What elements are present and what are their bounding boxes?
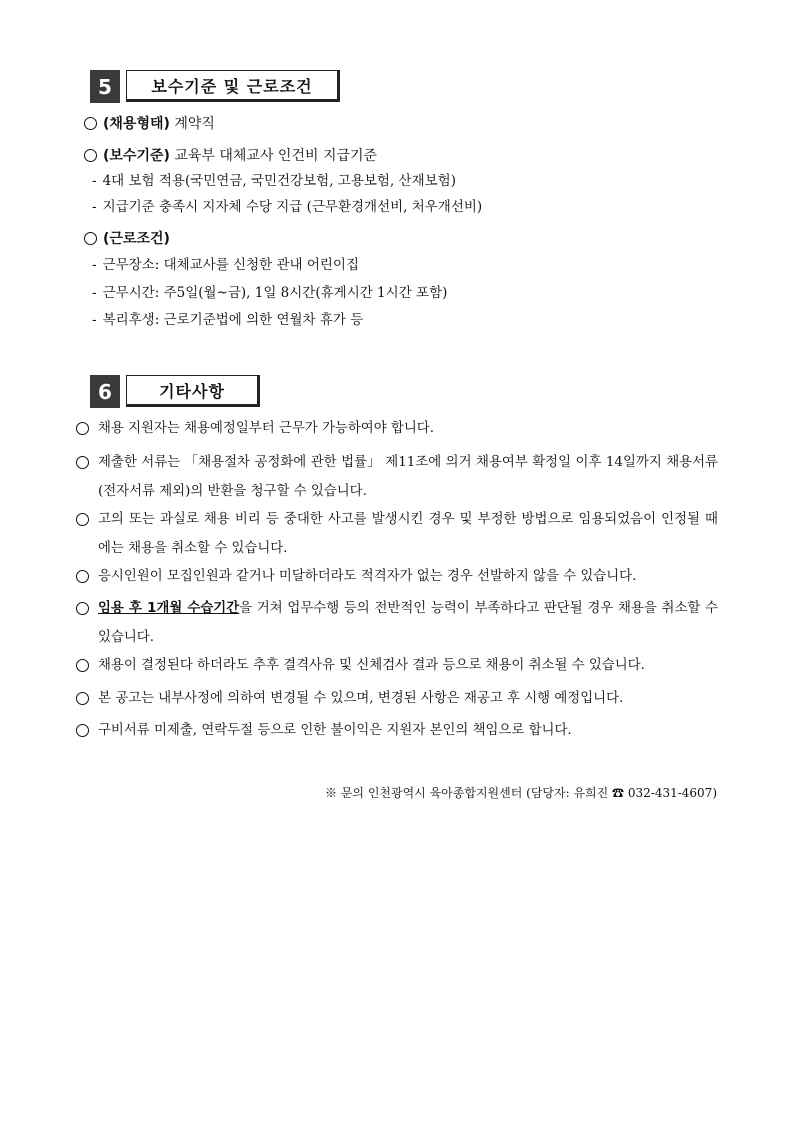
dash-bullet: - [92,173,97,189]
work-conditions-label: (근로조건) [103,231,170,247]
notice-item [76,716,718,745]
section-6-header [90,375,260,408]
circle-bullet-icon [84,117,97,130]
circle-bullet-icon [84,149,97,162]
notice-text: 채용 지원자는 채용예정일부터 근무가 가능하여야 합니다. [98,421,434,436]
dash-bullet: - [92,257,97,273]
dash-bullet: - [92,199,97,215]
notice-item [76,562,718,591]
conditions-sub-text: 근무시간: 주5일(월~금), 1일 8시간(휴게시간 1시간 포함) [102,285,448,301]
work-conditions-line [84,229,170,249]
notice-item [76,684,718,713]
pay-sub-text: 지급기준 충족시 지자체 수당 지급 (근무환경개선비, 처우개선비) [102,199,483,215]
conditions-sub-text: 복리후생: 근로기준법에 의한 연월차 휴가 등 [102,312,364,328]
pay-standard-label: (보수기준) [103,148,170,164]
circle-bullet-icon [76,570,89,583]
pay-sub-text: 4대 보험 적용(국민연금, 국민건강보험, 고용보험, 산재보험) [102,173,456,189]
notice-text: 채용이 결정된다 하더라도 추후 결격사유 및 신체검사 결과 등으로 채용이 취소될 수 있습니다. [98,658,645,673]
notice-text: 제출한 서류는 「채용절차 공정화에 관한 법률」 제11조에 의거 채용여부 확정일 이후 14일까지 채용서류(전자서류 제외)의 반환을 청구할 수 있습니다. [98,455,718,499]
employment-type-line [84,114,215,134]
section-5-header [90,70,340,103]
pay-standard-line [84,146,377,166]
circle-bullet-icon [76,513,89,526]
notice-item [76,651,718,680]
circle-bullet-icon [84,232,97,245]
circle-bullet-icon [76,724,89,737]
notice-item [76,448,718,506]
dash-bullet: - [92,285,97,301]
pay-sub-item [92,171,456,191]
notice-item [76,505,718,563]
employment-type-label: (채용형태) [103,116,170,132]
probation-emphasis: 임용 후 1개월 수습기간 [98,601,240,616]
circle-bullet-icon [76,659,89,672]
notice-text: 본 공고는 내부사정에 의하여 변경될 수 있으며, 변경된 사항은 재공고 후 시행 예정입니다. [98,691,624,706]
notice-text: 고의 또는 과실로 채용 비리 등 중대한 사고를 발생시킨 경우 및 부정한 방법으로 임용되었음이 인정될 때에는 채용을 취소할 수 있습니다. [98,512,718,556]
notice-item [76,414,718,443]
conditions-sub-item [92,255,359,275]
probation-text: 을 거쳐 업무수행 등의 전반적인 능력이 부족하다고 판단될 경우 채용을 취소할 수 있습니다. [98,601,718,645]
notice-text: 응시인원이 모집인원과 같거나 미달하더라도 적격자가 없는 경우 선발하지 않을 수 있습니다. [98,569,637,584]
notice-text: 구비서류 미제출, 연락두절 등으로 인한 불이익은 지원자 본인의 책임으로 합니다. [98,723,572,738]
conditions-sub-text: 근무장소: 대체교사를 신청한 관내 어린이집 [102,257,360,273]
circle-bullet-icon [76,692,89,705]
employment-type-value: 계약직 [174,116,215,132]
contact-note: ※ 문의 인천광역시 육아종합지원센터 (담당자: 유희진 ☎ 032-431-4607) [325,786,717,800]
pay-sub-item [92,197,482,217]
circle-bullet-icon [76,456,89,469]
circle-bullet-icon [76,422,89,435]
pay-standard-value: 교육부 대체교사 인건비 지급기준 [174,148,378,164]
section-5-number: 5 [90,70,120,103]
notice-item [76,594,718,652]
conditions-sub-item [92,283,447,303]
dash-bullet: - [92,312,97,328]
conditions-sub-item [92,310,363,330]
notice-text [76,594,718,652]
circle-bullet-icon [76,602,89,615]
section-5-title: 보수기준 및 근로조건 [126,70,340,102]
section-6-title: 기타사항 [126,375,260,407]
section-6-number: 6 [90,375,120,408]
